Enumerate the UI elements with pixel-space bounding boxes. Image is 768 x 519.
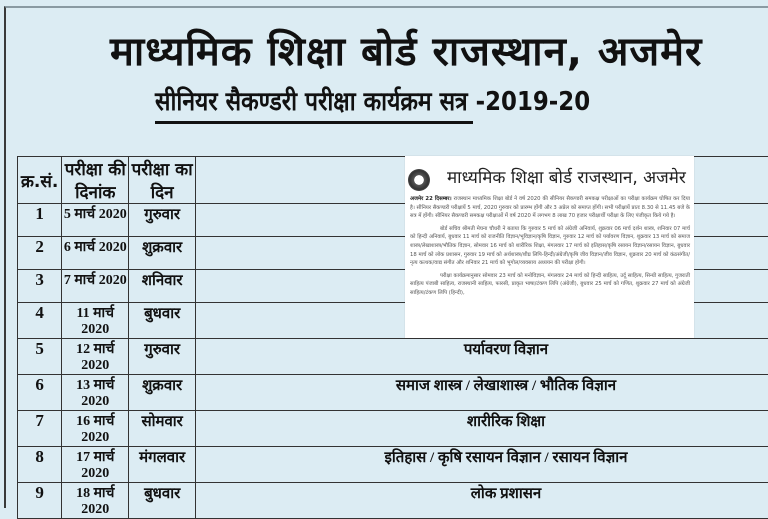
clipping-dateline: अजमेर 22 दिसम्बर। <box>410 196 452 202</box>
cell-subject <box>195 339 768 375</box>
header-exam-day: परीक्षा का दिन <box>129 157 196 204</box>
clipping-paragraph-1 <box>410 195 690 221</box>
clipping-paragraph-2: बोर्ड सचिव श्रीमती मेघना चौधरी ने बताया कि गुरुवार 5 मार्च को अंग्रेजी अनिवार्य, शुक्रवार 06 मार्च दर्शन शास्त्र, शनिवार 07 मार्च को हिन्दी अनिवार्य, बुधवार 11 मार्च को राजनीति विज्ञान/भूविज्ञान/कृषि विज्ञान, गुरुवार 12 मार्च को पर्यावरण विज्ञान, शुक्रवार 13 मार्च को समाज शास्त्र/लेखाशास्त्र/भौतिक विज्ञान, सोमवार 16 मार्च को शारीरिक शिक्षा, मंगलवार 17 मार्च को इतिहास/कृषि रसायन विज्ञान/रसायन विज्ञान, बुधवार 18 मार्च को लोक प्रशासन, गुरुवार 19 मार्च को अर्थशास्त्र/शीघ्र लिपि-हिन्दी/अंग्रेजी/कृषि जीव विज्ञान/जीव विज्ञान, शुक्रवार 20 मार्च को कंठसंगीत/नृत्य कत्थक/वाद्य संगीत और शनिवार 21 मार्च को भूगोल/व्यवसाय अध्ययन की परीक्षा होगी। <box>410 225 690 268</box>
table-row <box>18 339 768 375</box>
subject-text: लोक प्रशासन <box>306 483 706 503</box>
cell-serial: 7 <box>18 411 62 447</box>
cell-serial: 8 <box>18 447 62 483</box>
cell-day: शुक्रवार <box>129 237 196 270</box>
clipping-title: माध्यमिक शिक्षा बोर्ड राजस्थान, अजमेर <box>447 165 686 188</box>
cell-serial: 3 <box>18 270 62 303</box>
clipping-paragraph-3: परीक्षा कार्यक्रमानुसार सोमवार 23 मार्च को मनोविज्ञान, मंगलवार 24 मार्च को हिन्दी साहित्य, उर्दू साहित्य, सिन्धी साहित्य, गुजराती साहित्य पंजाबी साहित्य, राजस्थानी साहित्य, फारसी, प्राकृत भाषा/टंकण लिपि (अंग्रेजी), बुधवार 25 मार्च को गणित, शुक्रवार 27 मार्च को अंग्रेजी साहित्य/टंकण लिपि (हिन्दी), <box>410 272 690 298</box>
subject-text: पर्यावरण विज्ञान <box>306 339 706 359</box>
header-serial-no: क्र.सं. <box>18 157 62 204</box>
cell-day: शनिवार <box>129 270 196 303</box>
cell-subject <box>195 375 768 411</box>
table-row <box>18 483 768 519</box>
cell-date: 16 मार्च 2020 <box>62 411 129 447</box>
newspaper-clipping <box>405 156 694 338</box>
subject-text: समाज शास्त्र / लेखाशास्त्र / भौतिक विज्ञान <box>306 375 706 395</box>
board-emblem-icon <box>408 169 430 191</box>
cell-date: 17 मार्च 2020 <box>62 447 129 483</box>
cell-serial: 6 <box>18 375 62 411</box>
cell-day: बुधवार <box>129 483 196 519</box>
cell-day: सोमवार <box>129 411 196 447</box>
cell-day: गुरुवार <box>129 339 196 375</box>
subject-text: इतिहास / कृषि रसायन विज्ञान / रसायन विज्ञान <box>306 447 706 467</box>
cell-date: 12 मार्च 2020 <box>62 339 129 375</box>
cell-serial: 9 <box>18 483 62 519</box>
cell-serial: 1 <box>18 204 62 237</box>
cell-date: 13 मार्च 2020 <box>62 375 129 411</box>
cell-serial: 5 <box>18 339 62 375</box>
cell-subject <box>195 447 768 483</box>
clipping-paragraph-1-text: राजस्थान माध्यमिक शिक्षा बोर्ड ने वर्ष 2020 की सीनियर सैकण्डरी समकक्ष परीक्षाओं का परीक्षा कार्यक्रम घोषित कर दिया है। सीनियर सैकण्डरी परीक्षायें 5 मार्च, 2020 गुरुवार को प्रारम्भ होंगी और 3 अप्रेल को समाप्त होंगी। सभी परीक्षायें प्रातः 8.30 से 11.45 बजे के सत्र में होंगी। सीनियर सैकण्डरी समकक्ष परीक्षाओं में वर्ष 2020 में लगभग 8 लाख 70 हजार परीक्षार्थी परीक्षा के लिए पंजीकृत किये गये है। <box>410 196 690 219</box>
header-exam-date: परीक्षा की दिनांक <box>62 157 129 204</box>
cell-serial: 4 <box>18 303 62 339</box>
cell-subject <box>195 483 768 519</box>
cell-day: गुरुवार <box>129 204 196 237</box>
subject-text: शारीरिक शिक्षा <box>306 411 706 431</box>
cell-day: बुधवार <box>129 303 196 339</box>
cell-date: 7 मार्च 2020 <box>62 270 129 303</box>
cell-subject <box>195 411 768 447</box>
cell-date: 11 मार्च 2020 <box>62 303 129 339</box>
subtitle-underline <box>155 121 473 124</box>
cell-day: मंगलवार <box>129 447 196 483</box>
cell-date: 18 मार्च 2020 <box>62 483 129 519</box>
table-row <box>18 447 768 483</box>
page-subtitle: सीनियर सैकण्डरी परीक्षा कार्यक्रम सत्र -2019-20 <box>155 82 590 118</box>
page-title: माध्यमिक शिक्षा बोर्ड राजस्थान, अजमेर <box>0 22 768 77</box>
cell-day: शुक्रवार <box>129 375 196 411</box>
table-row <box>18 375 768 411</box>
clipping-body <box>410 195 690 302</box>
table-row <box>18 411 768 447</box>
cell-serial: 2 <box>18 237 62 270</box>
cell-date: 5 मार्च 2020 <box>62 204 129 237</box>
cell-date: 6 मार्च 2020 <box>62 237 129 270</box>
